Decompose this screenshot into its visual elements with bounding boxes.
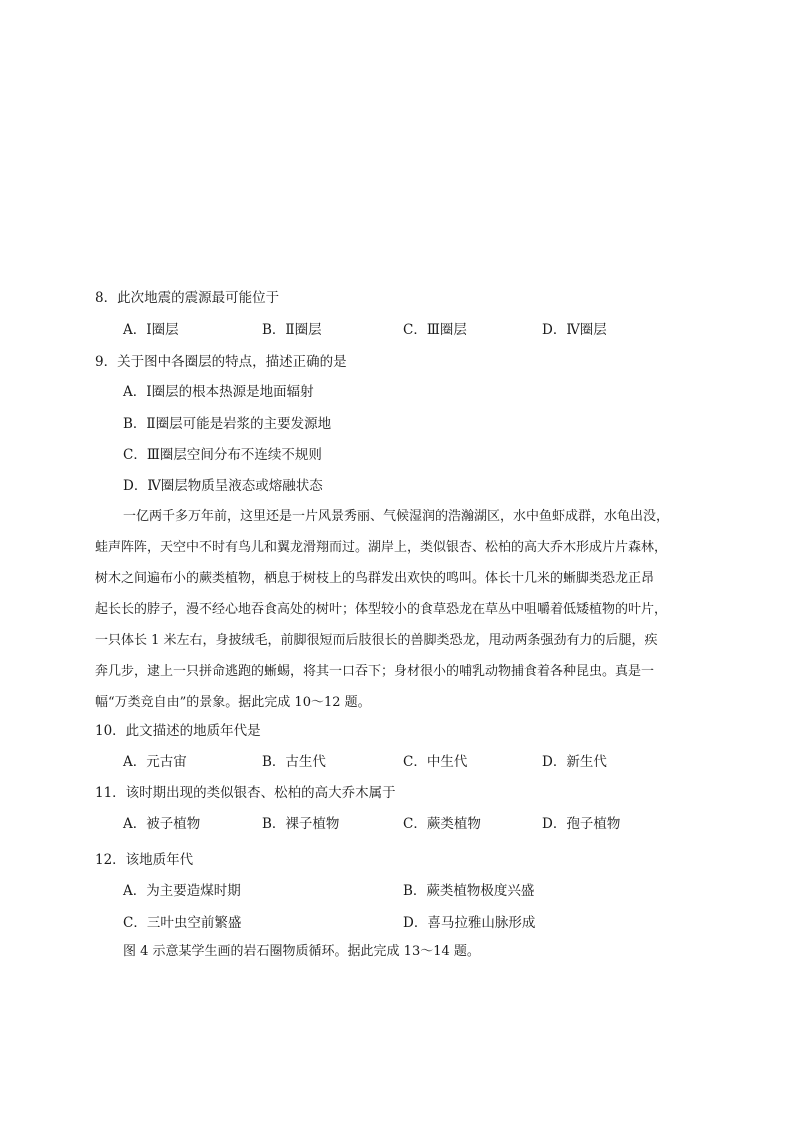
question-9-option-c[interactable]: C．Ⅲ圈层空间分布不连续不规则 — [123, 447, 322, 463]
question-9-option-b[interactable]: B．Ⅱ圈层可能是岩浆的主要发源地 — [123, 416, 332, 432]
passage-line-1: 一亿两千多万年前，这里还是一片风景秀丽、气候湿润的浩瀚湖区，水中鱼虾成群，水龟出没， — [123, 509, 670, 524]
question-9-option-d[interactable]: D．Ⅳ圈层物质呈液态或熔融状态 — [123, 478, 323, 494]
passage-line-7: 幅“万类竞自由”的景象。据此完成 10～12 题。 — [95, 695, 371, 710]
question-8-option-c[interactable]: C．Ⅲ圈层 — [403, 322, 467, 338]
question-12-option-b[interactable]: B．蕨类植物极度兴盛 — [403, 883, 535, 899]
question-12-option-d[interactable]: D．喜马拉雅山脉形成 — [403, 915, 536, 931]
passage-line-2: 蛙声阵阵，天空中不时有鸟儿和翼龙滑翔而过。湖岸上，类似银杏、松柏的高大乔木形成片片森林， — [95, 540, 668, 555]
question-12-option-c[interactable]: C．三叶虫空前繁盛 — [123, 915, 242, 931]
passage-line-6: 奔几步，逮上一只拼命逃跑的蜥蜴，将其一口吞下；身材很小的哺乳动物捕食着各种昆虫。真是一 — [95, 664, 655, 679]
question-8-option-b[interactable]: B．Ⅱ圈层 — [262, 322, 322, 338]
question-10-option-a[interactable]: A．元古宙 — [123, 754, 187, 770]
question-11-option-b[interactable]: B．裸子植物 — [262, 816, 340, 832]
question-9-stem: 9．关于图中各圈层的特点，描述正确的是 — [95, 354, 347, 370]
question-11-option-a[interactable]: A．被子植物 — [123, 816, 201, 832]
question-11-option-c[interactable]: C．蕨类植物 — [403, 816, 481, 832]
question-12-stem: 12．该地质年代 — [95, 852, 194, 868]
question-10-option-b[interactable]: B．古生代 — [262, 754, 326, 770]
question-8-option-a[interactable]: A．Ⅰ圈层 — [123, 322, 179, 338]
question-12-option-a[interactable]: A．为主要造煤时期 — [123, 883, 241, 899]
figure-note: 图 4 示意某学生画的岩石圈物质循环。据此完成 13～14 题。 — [123, 944, 480, 959]
question-10-option-c[interactable]: C．中生代 — [403, 754, 468, 770]
passage-line-5: 一只体长 1 米左右，身披绒毛，前脚很短而后肢很长的兽脚类恐龙，甩动两条强劲有力的后腿，疾 — [95, 633, 658, 648]
question-11-stem: 11．该时期出现的类似银杏、松柏的高大乔木属于 — [95, 785, 396, 801]
question-9-option-a[interactable]: A．Ⅰ圈层的根本热源是地面辐射 — [123, 384, 314, 400]
question-8-stem: 8．此次地震的震源最可能位于 — [95, 290, 280, 306]
passage-line-4: 起长长的脖子，漫不经心地吞食高处的树叶；体型较小的食草恐龙在草丛中咀嚼着低矮植物的叶片， — [95, 602, 668, 617]
question-10-stem: 10．此文描述的地质年代是 — [95, 723, 261, 739]
question-10-option-d[interactable]: D．新生代 — [542, 754, 607, 770]
passage-line-3: 树木之间遍布小的蕨类植物，栖息于树枝上的鸟群发出欢快的鸣叫。体长十几米的蜥脚类恐龙正昂 — [95, 571, 655, 586]
question-8-option-d[interactable]: D．Ⅳ圈层 — [542, 322, 607, 338]
question-11-option-d[interactable]: D．孢子植物 — [542, 816, 621, 832]
